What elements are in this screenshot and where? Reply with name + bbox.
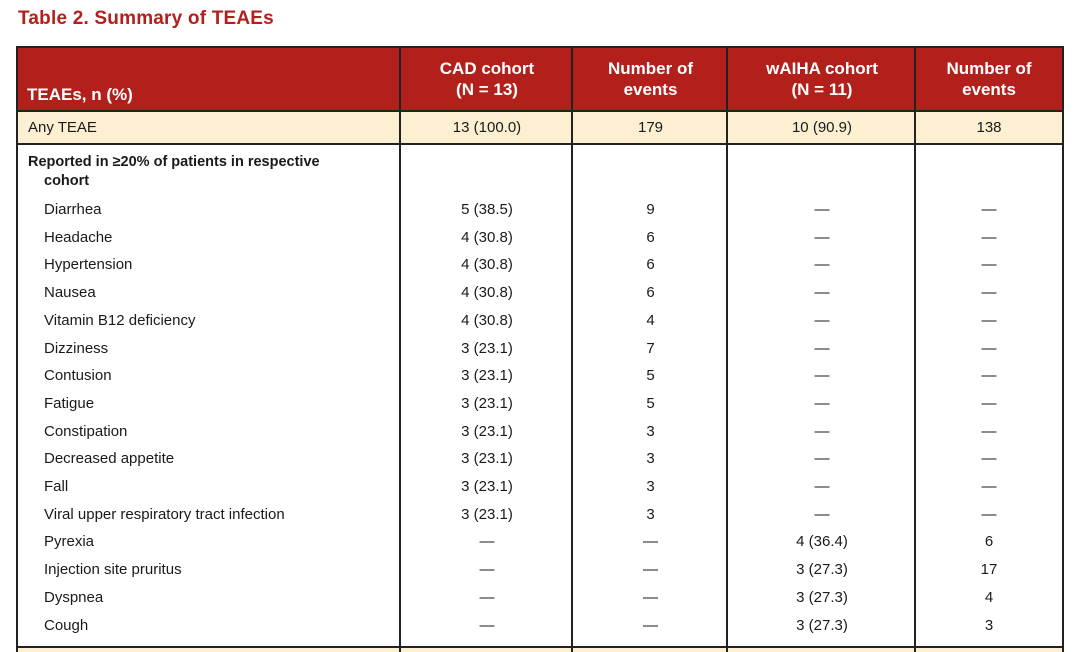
table-row [18, 362, 1062, 389]
row-name: Constipation [44, 422, 128, 440]
header-waiha-cohort [728, 48, 916, 110]
row-waiha-n: — [814, 394, 830, 412]
row-waiha-events: — [981, 450, 997, 468]
header-cad-line2: (N = 13) [456, 80, 518, 99]
any-teae-row [18, 110, 1062, 145]
header-cad-events [573, 48, 728, 110]
row-cad-events: 3 [646, 505, 655, 523]
row-waiha-n: 3 (27.3) [796, 588, 848, 606]
row-name: Headache [44, 228, 113, 246]
table-row [18, 279, 1062, 306]
row-name: Pyrexia [44, 533, 95, 551]
row-name: Dyspnea [44, 588, 104, 606]
row-cad-n: — [479, 616, 495, 634]
any-teae-waiha-events: 138 [976, 119, 1002, 136]
table-row [18, 556, 1062, 583]
row-waiha-n: — [814, 311, 830, 329]
row-waiha-events: 17 [980, 561, 998, 579]
header-teaes-label: TEAEs, n (%) [27, 85, 133, 104]
any-teae-waiha-n: 10 (90.9) [791, 119, 853, 136]
header-waiha-events-line2: events [962, 80, 1016, 99]
row-waiha-events: — [981, 201, 997, 218]
row-cad-events: 9 [646, 201, 655, 218]
header-teaes [18, 48, 401, 110]
row-name: Hypertension [44, 256, 133, 274]
row-cad-n: 4 (30.8) [461, 311, 513, 329]
table-header [18, 48, 1062, 110]
row-waiha-events: — [981, 228, 997, 246]
table-row [18, 307, 1062, 334]
row-waiha-n: 4 (36.4) [796, 533, 848, 551]
table-row [18, 584, 1062, 611]
row-cad-events: — [643, 533, 658, 551]
header-cad-line1: CAD cohort [439, 59, 535, 78]
row-cad-events: 3 [646, 450, 655, 468]
row-cad-events: 3 [646, 422, 655, 440]
row-waiha-n: — [814, 450, 830, 468]
row-cad-n: — [479, 588, 495, 606]
row-waiha-events: — [981, 505, 997, 523]
row-cad-events: 5 [646, 394, 655, 412]
row-cad-events: — [643, 561, 658, 579]
row-waiha-n: — [814, 228, 830, 246]
row-name: Dizziness [44, 339, 109, 357]
row-cad-events: 7 [646, 339, 655, 357]
header-cad-events-line2: events [623, 80, 678, 99]
column-divider [571, 48, 573, 652]
any-teae-cad-events: 179 [637, 119, 664, 136]
header-waiha-line2: (N = 11) [791, 80, 853, 99]
header-cad-events-line1: Number of [608, 59, 693, 78]
row-cad-events: 6 [646, 284, 655, 302]
row-cad-n: 4 (30.8) [461, 284, 513, 302]
row-cad-n: 3 (23.1) [461, 339, 513, 357]
any-teae-cad-n: 13 (100.0) [452, 119, 522, 136]
row-waiha-events: — [981, 339, 997, 357]
row-waiha-n: 3 (27.3) [796, 616, 848, 634]
row-cad-n: 4 (30.8) [461, 256, 513, 274]
row-waiha-events: — [981, 478, 997, 495]
table-title: Table 2. Summary of TEAEs [18, 8, 274, 29]
header-waiha-line1: wAIHA cohort [766, 59, 878, 78]
header-cad-cohort [401, 48, 573, 110]
row-name: Decreased appetite [44, 450, 175, 468]
row-cad-n: 5 (38.5) [461, 201, 513, 218]
row-cad-n: 3 (23.1) [461, 367, 513, 385]
table-row [18, 196, 1062, 223]
row-waiha-events: 6 [984, 533, 994, 551]
section-heading [28, 153, 388, 191]
row-cad-events: 5 [646, 367, 655, 385]
row-cad-n: 4 (30.8) [461, 228, 513, 246]
row-name: Contusion [44, 367, 112, 385]
row-waiha-n: — [814, 339, 830, 357]
row-name: Vitamin B12 deficiency [44, 311, 196, 329]
row-name: Fatigue [44, 394, 95, 412]
column-divider [399, 48, 401, 652]
table-row [18, 335, 1062, 362]
table-row [18, 390, 1062, 417]
row-name: Cough [44, 616, 89, 634]
header-waiha-events [916, 48, 1062, 110]
row-waiha-n: — [814, 284, 830, 302]
row-waiha-events: — [981, 284, 997, 302]
row-waiha-events: 3 [984, 616, 994, 634]
section-heading-line2: cohort [44, 173, 90, 189]
row-cad-n: — [479, 561, 495, 579]
section-heading-line1: Reported in ≥20% of patients in respective [28, 154, 320, 170]
column-divider [726, 48, 728, 652]
any-teae-label: Any TEAE [28, 119, 97, 136]
row-name: Viral upper respiratory tract infection [44, 505, 285, 523]
row-cad-n: 3 (23.1) [461, 422, 513, 440]
next-row-band [18, 646, 1062, 652]
row-waiha-n: — [814, 478, 830, 495]
row-cad-events: 4 [646, 311, 655, 329]
row-waiha-n: — [814, 201, 830, 218]
row-name: Diarrhea [44, 201, 102, 218]
row-waiha-events: — [981, 311, 997, 329]
row-name: Injection site pruritus [44, 561, 182, 579]
row-waiha-events: — [981, 256, 997, 274]
row-cad-n: 3 (23.1) [461, 478, 513, 495]
row-name: Nausea [44, 284, 96, 302]
table-row [18, 528, 1062, 555]
row-waiha-events: — [981, 367, 997, 385]
row-waiha-events: 4 [984, 588, 994, 606]
table-row [18, 473, 1062, 500]
header-waiha-events-line1: Number of [946, 59, 1032, 78]
column-divider [914, 48, 916, 652]
table-row [18, 445, 1062, 472]
row-cad-events: 3 [646, 478, 655, 495]
row-waiha-n: — [814, 505, 830, 523]
row-cad-events: — [643, 588, 658, 606]
row-waiha-events: — [981, 422, 997, 440]
teae-table [16, 46, 1064, 652]
row-waiha-n: — [814, 256, 830, 274]
row-waiha-n: — [814, 422, 830, 440]
table-row [18, 418, 1062, 445]
row-cad-n: — [479, 533, 495, 551]
row-cad-n: 3 (23.1) [461, 505, 513, 523]
row-cad-n: 3 (23.1) [461, 394, 513, 412]
row-cad-events: 6 [646, 256, 655, 274]
row-waiha-events: — [981, 394, 997, 412]
row-name: Fall [44, 478, 69, 495]
table-row [18, 612, 1062, 639]
row-cad-n: 3 (23.1) [461, 450, 513, 468]
row-waiha-n: 3 (27.3) [796, 561, 848, 579]
row-cad-events: — [643, 616, 658, 634]
table-row [18, 251, 1062, 278]
table-row [18, 224, 1062, 251]
table-row [18, 501, 1062, 528]
row-waiha-n: — [814, 367, 830, 385]
row-cad-events: 6 [646, 228, 655, 246]
